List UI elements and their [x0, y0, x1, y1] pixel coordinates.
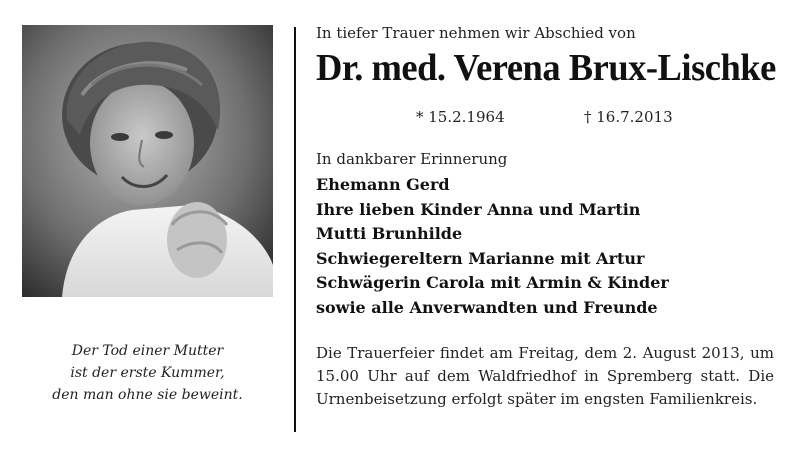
intro-line: In tiefer Trauer nehmen wir Abschied von: [316, 24, 636, 42]
service-details: Die Trauerfeier findet am Freitag, dem 2. August 2013, um 15.00 Uhr auf dem Waldfriedhof in Spremberg statt. Die Urnenbeisetzung erfolgt später im engsten Familienkreis.: [316, 344, 774, 408]
mourner-line: Ehemann Gerd: [316, 175, 450, 194]
portrait-image: [22, 25, 273, 297]
memorial-quote: [22, 340, 273, 406]
vertical-divider: [294, 27, 296, 432]
mourner-line: Schwägerin Carola mit Armin & Kinder: [316, 273, 669, 292]
mourner-line: Schwiegereltern Marianne mit Artur: [316, 248, 645, 268]
mourners-list: [316, 173, 669, 320]
quote-line: ist der erste Kummer,: [70, 365, 225, 381]
quote-line: Der Tod einer Mutter: [71, 343, 224, 359]
mourner-line: sowie alle Anverwandten und Freunde: [316, 297, 658, 317]
mourner-line: Mutti Brunhilde: [316, 224, 463, 243]
birth-date: * 15.2.1964: [416, 108, 505, 126]
portrait-photo: [22, 25, 273, 297]
mourner-line: Ihre lieben Kinder Anna und Martin: [316, 199, 641, 219]
memory-line: In dankbarer Erinnerung: [316, 150, 508, 168]
quote-line: den man ohne sie beweint.: [52, 387, 243, 403]
death-date: † 16.7.2013: [584, 108, 673, 126]
deceased-name: Dr. med. Verena Brux-Lischke: [316, 47, 776, 89]
